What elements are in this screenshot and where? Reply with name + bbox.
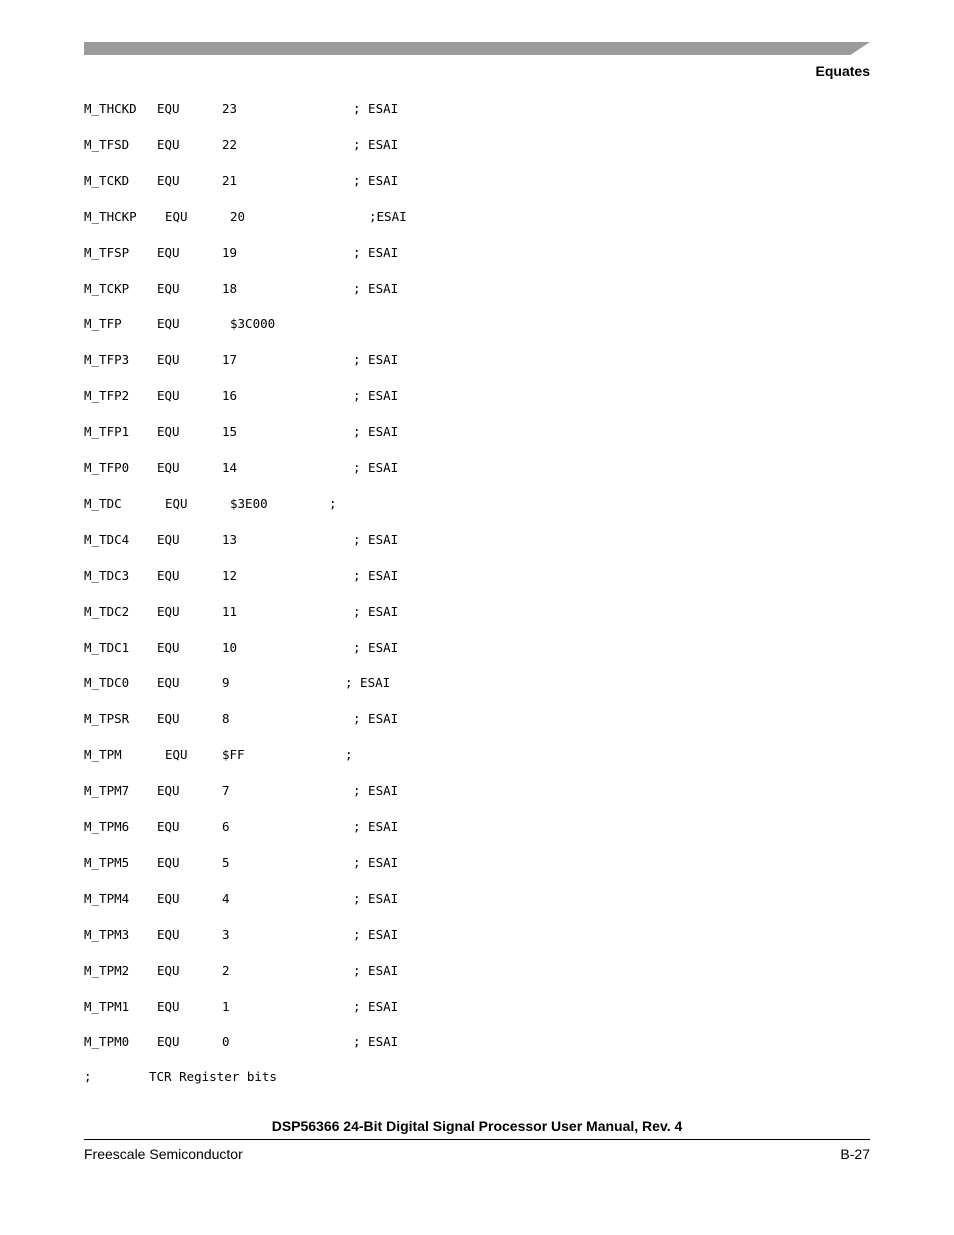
value: 6 xyxy=(222,819,230,834)
company-name: Freescale Semiconductor xyxy=(84,1146,243,1162)
value: 16 xyxy=(222,388,238,404)
symbol-name: M_TFP xyxy=(84,316,122,332)
directive: EQU xyxy=(157,854,180,870)
symbol-name: M_TPM0 xyxy=(84,1034,130,1050)
directive: EQU xyxy=(157,711,180,727)
line-comment: ; ESAI xyxy=(353,136,399,152)
directive: EQU xyxy=(157,136,180,152)
comment-text: TCR Register bits xyxy=(149,1069,277,1084)
directive: EQU xyxy=(157,531,180,547)
symbol-name: M_TDC xyxy=(84,495,122,511)
value: 8 xyxy=(222,711,230,727)
symbol-name: M_TDC3 xyxy=(84,567,130,583)
symbol-name: M_TDC4 xyxy=(84,531,130,547)
value: 22 xyxy=(222,136,238,152)
value: 12 xyxy=(222,567,238,583)
header-bar xyxy=(84,42,870,55)
value: 20 xyxy=(230,208,246,224)
line-comment: ; ESAI xyxy=(353,567,399,583)
directive: EQU xyxy=(157,388,180,404)
value: 13 xyxy=(222,531,238,547)
value: 17 xyxy=(222,352,238,368)
directive: EQU xyxy=(157,244,180,260)
directive: EQU xyxy=(157,890,180,906)
value: 5 xyxy=(222,854,230,870)
value: 2 xyxy=(222,962,230,978)
symbol-name: M_TPM xyxy=(84,747,122,763)
value: 7 xyxy=(222,783,230,799)
directive: EQU xyxy=(157,603,180,619)
line-comment: ; ESAI xyxy=(353,854,399,870)
value: 3 xyxy=(222,926,230,942)
symbol-name: M_TCKD xyxy=(84,172,130,188)
directive: EQU xyxy=(157,639,180,655)
line-comment: ; ESAI xyxy=(353,819,399,834)
symbol-name: M_TCKP xyxy=(84,280,130,296)
symbol-name: M_TFP1 xyxy=(84,424,130,440)
symbol-name: M_THCKP xyxy=(84,208,137,224)
symbol-name: M_TPSR xyxy=(84,711,130,727)
footer-divider xyxy=(84,1139,870,1140)
symbol-name: M_TFSP xyxy=(84,244,130,260)
symbol-name: M_TPM7 xyxy=(84,783,130,799)
line-comment: ; ESAI xyxy=(353,603,399,619)
line-comment: ; ESAI xyxy=(353,244,399,260)
directive: EQU xyxy=(157,424,180,440)
directive: EQU xyxy=(157,460,180,475)
value: 9 xyxy=(222,675,230,691)
value: 14 xyxy=(222,460,238,475)
line-comment: ; ESAI xyxy=(353,998,399,1014)
line-comment: ; ESAI xyxy=(353,352,399,368)
symbol-name: M_TPM5 xyxy=(84,854,130,870)
symbol-name: M_TPM6 xyxy=(84,819,130,834)
symbol-name: M_TFP2 xyxy=(84,388,130,404)
comment-line xyxy=(0,1068,277,1086)
directive: EQU xyxy=(165,208,188,224)
directive: EQU xyxy=(157,352,180,368)
section-title: Equates xyxy=(815,63,870,79)
line-comment: ; ESAI xyxy=(353,783,399,799)
directive: EQU xyxy=(157,280,180,296)
directive: EQU xyxy=(165,495,188,511)
value: 18 xyxy=(222,280,238,296)
directive: EQU xyxy=(157,567,180,583)
value: 10 xyxy=(222,639,238,655)
line-comment: ; ESAI xyxy=(345,675,391,691)
line-comment: ;ESAI xyxy=(369,208,407,224)
line-comment: ; ESAI xyxy=(353,388,399,404)
value: 1 xyxy=(222,998,230,1014)
value: $FF xyxy=(222,747,245,763)
value: 0 xyxy=(222,1034,230,1050)
line-comment: ; ESAI xyxy=(353,926,399,942)
manual-title: DSP56366 24-Bit Digital Signal Processor User Manual, Rev. 4 xyxy=(271,1118,683,1134)
line-comment: ; ESAI xyxy=(353,639,399,655)
symbol-name: M_TPM2 xyxy=(84,962,130,978)
directive: EQU xyxy=(157,926,180,942)
symbol-name: M_TFP0 xyxy=(84,460,130,475)
line-comment: ; xyxy=(345,747,353,763)
value: 15 xyxy=(222,424,238,440)
directive: EQU xyxy=(165,747,188,763)
symbol-name: M_TFP3 xyxy=(84,352,130,368)
symbol-name: M_TPM3 xyxy=(84,926,130,942)
value: 4 xyxy=(222,890,230,906)
line-comment: ; ESAI xyxy=(353,424,399,440)
comment-marker: ; xyxy=(84,1069,92,1084)
line-comment: ; ESAI xyxy=(353,531,399,547)
line-comment: ; ESAI xyxy=(353,962,399,978)
line-comment: ; xyxy=(329,495,337,511)
line-comment: ; ESAI xyxy=(353,460,399,475)
line-comment: ; ESAI xyxy=(353,890,399,906)
line-comment: ; ESAI xyxy=(353,101,399,116)
value: 21 xyxy=(222,172,238,188)
value: $3C000 xyxy=(230,316,276,332)
line-comment: ; ESAI xyxy=(353,280,399,296)
symbol-name: M_TDC2 xyxy=(84,603,130,619)
value: 23 xyxy=(222,101,238,116)
directive: EQU xyxy=(157,1034,180,1050)
symbol-name: M_TDC1 xyxy=(84,639,130,655)
line-comment: ; ESAI xyxy=(353,172,399,188)
directive: EQU xyxy=(157,962,180,978)
symbol-name: M_THCKD xyxy=(84,101,137,116)
directive: EQU xyxy=(157,783,180,799)
page-number: B-27 xyxy=(840,1146,870,1162)
symbol-name: M_TDC0 xyxy=(84,675,130,691)
line-comment: ; ESAI xyxy=(353,711,399,727)
symbol-name: M_TFSD xyxy=(84,136,130,152)
value: 19 xyxy=(222,244,238,260)
value: $3E00 xyxy=(230,495,268,511)
directive: EQU xyxy=(157,675,180,691)
symbol-name: M_TPM4 xyxy=(84,890,130,906)
directive: EQU xyxy=(157,819,180,834)
value: 11 xyxy=(222,603,238,619)
symbol-name: M_TPM1 xyxy=(84,998,130,1014)
directive: EQU xyxy=(157,998,180,1014)
directive: EQU xyxy=(157,316,180,332)
directive: EQU xyxy=(157,172,180,188)
line-comment: ; ESAI xyxy=(353,1034,399,1050)
directive: EQU xyxy=(157,101,180,116)
